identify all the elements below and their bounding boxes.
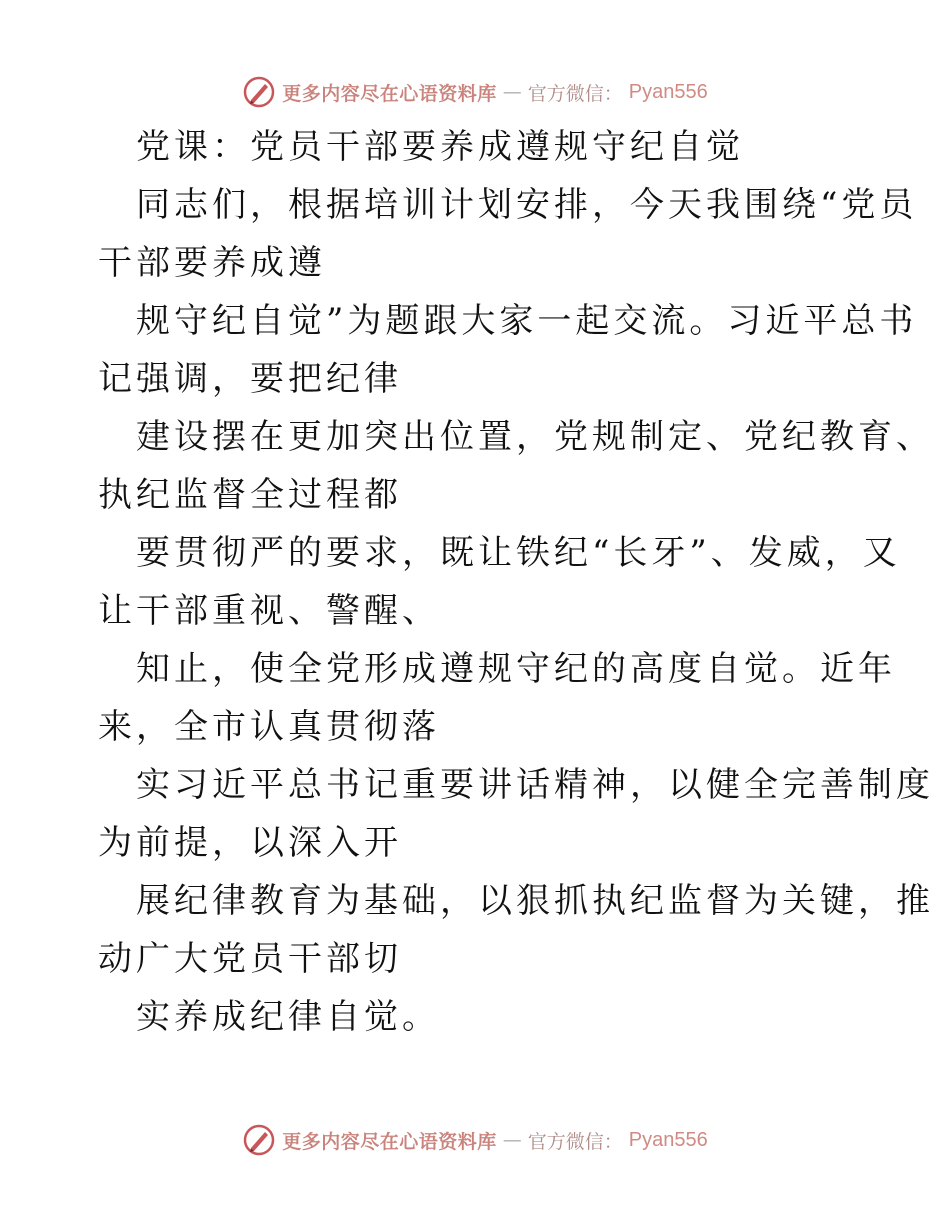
paragraph-line: 让干部重视、警醒、 [98, 591, 440, 631]
paragraph-line: 记强调，要把纪律 [98, 359, 402, 399]
paragraph-line: 要贯彻严的要求，既让铁纪“长牙”、发威，又 [136, 533, 901, 573]
paragraph-line: 知止，使全党形成遵规守纪的高度自觉。近年 [136, 649, 896, 689]
paragraph-line: 实养成纪律自觉。 [136, 997, 440, 1037]
paragraph-line: 建设摆在更加突出位置，党规制定、党纪教育、 [136, 417, 934, 457]
watermark-dash: — [502, 1129, 522, 1151]
pen-logo-icon [242, 75, 276, 109]
pen-logo-icon [242, 1123, 276, 1157]
watermark-wechat-label: 官方微信： [527, 1130, 623, 1153]
paragraph-line: 为前提，以深入开 [98, 823, 402, 863]
watermark-wechat-id: Pyan556 [628, 1128, 708, 1151]
paragraph-line: 动广大党员干部切 [98, 939, 402, 979]
paragraph-line: 实习近平总书记重要讲话精神，以健全完善制度 [136, 765, 934, 805]
watermark-site-text: 更多内容尽在心语资料库 [282, 82, 497, 105]
header-watermark [0, 72, 950, 112]
watermark-dash: — [502, 81, 522, 103]
paragraph-line: 执纪监督全过程都 [98, 475, 402, 515]
watermark-wechat-label: 官方微信： [527, 82, 623, 105]
watermark-wechat-id: Pyan556 [628, 80, 708, 103]
paragraph-line: 来，全市认真贯彻落 [98, 707, 440, 747]
document-title: 党课：党员干部要养成遵规守纪自觉 [136, 127, 744, 167]
footer-watermark [0, 1120, 950, 1160]
paragraph-line: 干部要养成遵 [98, 243, 326, 283]
paragraph-line: 规守纪自觉”为题跟大家一起交流。习近平总书 [136, 301, 918, 341]
paragraph-line: 展纪律教育为基础，以狠抓执纪监督为关键，推 [136, 881, 934, 921]
paragraph-line: 同志们，根据培训计划安排，今天我围绕“党员 [136, 185, 918, 225]
watermark-site-text: 更多内容尽在心语资料库 [282, 1130, 497, 1153]
